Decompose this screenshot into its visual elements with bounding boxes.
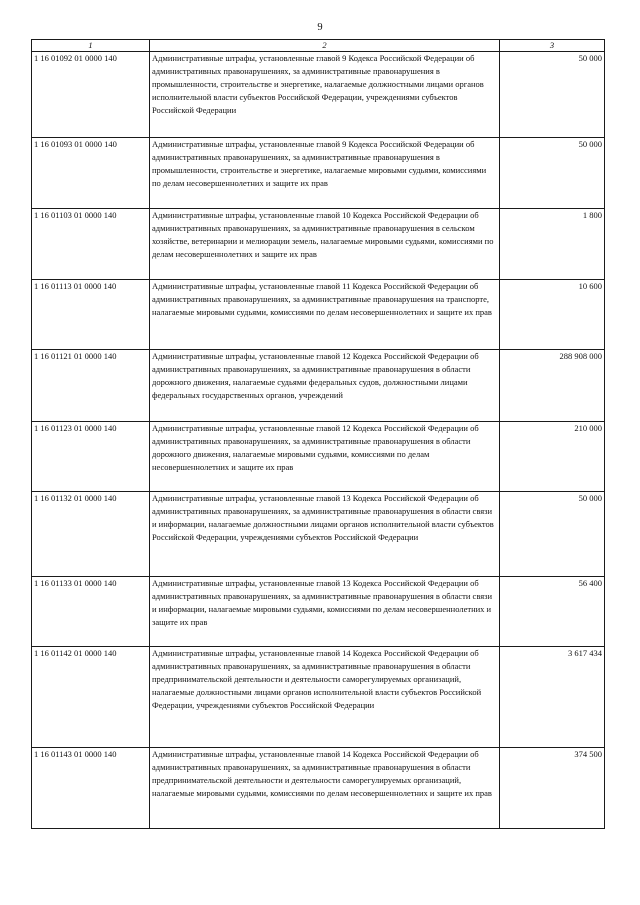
column-header-description: 2 [150, 40, 500, 52]
budget-code-cell: 1 16 01103 01 0000 140 [32, 209, 150, 280]
amount-cell: 50 000 [500, 492, 605, 577]
budget-code-cell: 1 16 01092 01 0000 140 [32, 52, 150, 138]
table-row [32, 422, 605, 492]
table-header-row [32, 40, 605, 52]
amount-cell: 1 800 [500, 209, 605, 280]
description-cell: Административные штрафы, установленные главой 9 Кодекса Российской Федерации об административных правонарушениях, за административные правонарушения в промышленности, строительстве и энергетике, налагаемые мировыми судьями, комиссиями по делам несовершеннолетних и защите их прав [150, 138, 500, 209]
description-cell: Административные штрафы, установленные главой 11 Кодекса Российской Федерации об административных правонарушениях, за административные правонарушения на транспорте, налагаемые мировыми судьями, комиссиями по делам несовершеннолетних и защите их прав [150, 280, 500, 350]
budget-code-cell: 1 16 01121 01 0000 140 [32, 350, 150, 422]
amount-cell: 210 000 [500, 422, 605, 492]
budget-code-cell: 1 16 01132 01 0000 140 [32, 492, 150, 577]
table-row [32, 52, 605, 138]
description-cell: Административные штрафы, установленные главой 14 Кодекса Российской Федерации об административных правонарушениях, за административные правонарушения в области предпринимательской деятельности и деятельности саморегулируемых организаций, налагаемые должностными лицами органов исполнительной власти субъектов Российской Федерации, учреждениями субъектов Российской Федерации [150, 647, 500, 748]
budget-code-cell: 1 16 01143 01 0000 140 [32, 748, 150, 829]
description-cell: Административные штрафы, установленные главой 14 Кодекса Российской Федерации об административных правонарушениях, за административные правонарушения в области предпринимательской деятельности и деятельности саморегулируемых организаций, налагаемые мировыми судьями, комиссиями по делам несовершеннолетних и защите их прав [150, 748, 500, 829]
amount-cell: 288 908 000 [500, 350, 605, 422]
budget-code-cell: 1 16 01093 01 0000 140 [32, 138, 150, 209]
amount-cell: 10 600 [500, 280, 605, 350]
amount-cell: 50 000 [500, 138, 605, 209]
table-row [32, 209, 605, 280]
description-cell: Административные штрафы, установленные главой 13 Кодекса Российской Федерации об административных правонарушениях, за административные правонарушения в области связи и информации, налагаемые должностными лицами органов исполнительной власти субъектов Российской Федерации, учреждениями субъектов Российской Федерации [150, 492, 500, 577]
table-row [32, 577, 605, 647]
description-cell: Административные штрафы, установленные главой 10 Кодекса Российской Федерации об административных правонарушениях, за административные правонарушения в сельском хозяйстве, ветеринарии и мелиорации земель, налагаемые мировыми судьями, комиссиями по делам несовершеннолетних и защите их прав [150, 209, 500, 280]
budget-code-cell: 1 16 01113 01 0000 140 [32, 280, 150, 350]
amount-cell: 3 617 434 [500, 647, 605, 748]
amount-cell: 374 500 [500, 748, 605, 829]
amount-cell: 56 400 [500, 577, 605, 647]
amount-cell: 50 000 [500, 52, 605, 138]
table-row [32, 748, 605, 829]
table-row [32, 280, 605, 350]
table-row [32, 138, 605, 209]
budget-revenue-table [31, 39, 605, 829]
description-cell: Административные штрафы, установленные главой 9 Кодекса Российской Федерации об административных правонарушениях, за административные правонарушения в промышленности, строительстве и энергетике, налагаемые должностными лицами органов исполнительной власти субъектов Российской Федерации, учреждениями субъектов Российской Федерации [150, 52, 500, 138]
description-cell: Административные штрафы, установленные главой 12 Кодекса Российской Федерации об административных правонарушениях, за административные правонарушения в области дорожного движения, налагаемые судьями федеральных судов, должностными лицами федеральных государственных органов, учреждений [150, 350, 500, 422]
description-cell: Административные штрафы, установленные главой 12 Кодекса Российской Федерации об административных правонарушениях, за административные правонарушения в области дорожного движения, налагаемые мировыми судьями, комиссиями по делам несовершеннолетних и защите их прав [150, 422, 500, 492]
column-header-code: 1 [32, 40, 150, 52]
description-cell: Административные штрафы, установленные главой 13 Кодекса Российской Федерации об административных правонарушениях, за административные правонарушения в области связи и информации, налагаемые мировыми судьями, комиссиями по делам несовершеннолетних и защите их прав [150, 577, 500, 647]
table-row [32, 647, 605, 748]
budget-code-cell: 1 16 01123 01 0000 140 [32, 422, 150, 492]
budget-code-cell: 1 16 01142 01 0000 140 [32, 647, 150, 748]
page-number: 9 [317, 22, 323, 33]
column-header-amount: 3 [500, 40, 605, 52]
table-row [32, 350, 605, 422]
budget-code-cell: 1 16 01133 01 0000 140 [32, 577, 150, 647]
table-row [32, 492, 605, 577]
